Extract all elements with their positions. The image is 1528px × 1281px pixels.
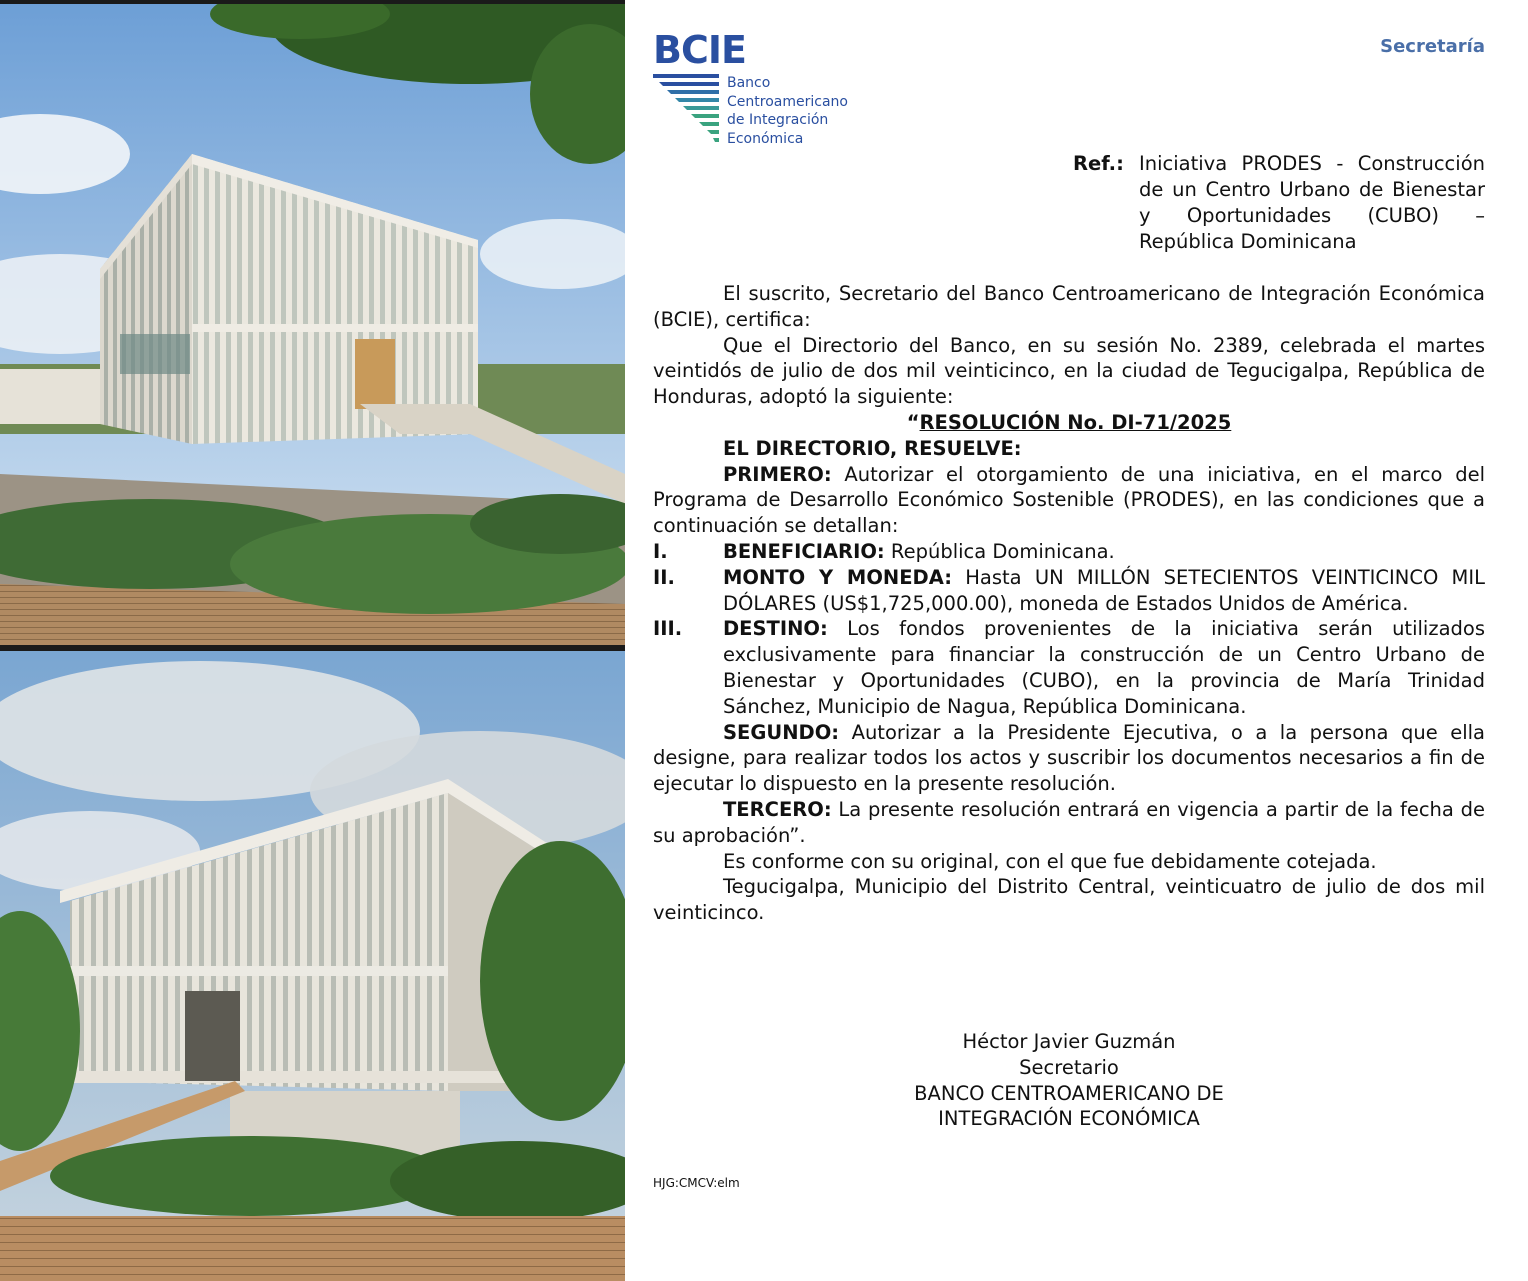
list-item: II. MONTO Y MONEDA: Hasta UN MILLÓN SETECIENTOS VEINTICINCO MIL DÓLARES (US$1,725,000.00), moneda de Estados Unidos de América. bbox=[653, 565, 1485, 615]
signer-org-line2: INTEGRACIÓN ECONÓMICA bbox=[938, 1107, 1200, 1131]
clause-text: Autorizar a la Presidente Ejecutiva, o a la persona que ella designe, para realizar todos los actos y suscribir los documentos necesarios a fin de ejecutar lo dispuesto en la presente resolución. bbox=[653, 720, 1485, 796]
paragraph-intro: El suscrito, Secretario del Banco Centroamericano de Integración Económica (BCIE), certifica: bbox=[653, 282, 1485, 331]
certificate-body bbox=[653, 281, 1485, 926]
list-item: I. BENEFICIARIO: República Dominicana. bbox=[653, 539, 1115, 563]
signature-block bbox=[653, 1029, 1485, 1132]
paragraph-date: Tegucigalpa, Municipio del Distrito Central, veinticuatro de julio de dos mil veinticinco. bbox=[653, 875, 1485, 925]
clause-text: La presente resolución entrará en vigencia a partir de la fecha de su aprobación”. bbox=[653, 797, 1485, 847]
signer-name: Héctor Javier Guzmán bbox=[962, 1030, 1176, 1053]
clause-text: Autorizar el otorgamiento de una iniciativa, en el marco del Programa de Desarrollo Económico Sostenible (PRODES), en las condiciones que a continuación se detallan: bbox=[653, 462, 1485, 538]
list-item: III. DESTINO: Los fondos provenientes de la iniciativa serán utilizados exclusivamente para financiar la construcción de un Centro Urbano de Bienestar y Oportunidades (CUBO), en la provincia de María Trinidad Sánchez, Municipio de Nagua, República Dominicana. bbox=[653, 617, 1485, 718]
logo-bank-name: Banco Centroamericano de Integración Económica bbox=[727, 75, 848, 147]
ref-label: Ref.: bbox=[1073, 152, 1124, 175]
clause-segundo bbox=[653, 720, 1485, 797]
photo-column bbox=[0, 0, 625, 1281]
bcie-logo bbox=[653, 30, 893, 150]
certificate-document bbox=[653, 0, 1485, 1281]
striped-map-icon bbox=[653, 74, 723, 146]
title-text: RESOLUCIÓN No. DI-71/2025 bbox=[919, 410, 1232, 434]
signer-role: Secretario bbox=[1019, 1055, 1119, 1079]
reference-initials: HJG:CMCV:elm bbox=[653, 1176, 740, 1190]
signer-org-line1: BANCO CENTROAMERICANO DE bbox=[914, 1081, 1224, 1105]
clause-primero bbox=[653, 462, 1485, 539]
logo-wordmark: BCIE bbox=[653, 28, 746, 72]
resolves-heading: EL DIRECTORIO, RESUELVE: bbox=[723, 436, 1022, 460]
paragraph-session: Que el Directorio del Banco, en su sesión No. 2389, celebrada el martes veintidós de julio de dos mil veinticinco, en la ciudad de Tegucigalpa, República de Honduras, adoptó la siguiente: bbox=[653, 333, 1485, 409]
paragraph-conformity: Es conforme con su original, con el que fue debidamente cotejada. bbox=[723, 849, 1377, 873]
clause-tercero bbox=[653, 797, 1485, 849]
section-label: Secretaría bbox=[1380, 36, 1485, 57]
clause-label: TERCERO: bbox=[723, 797, 832, 821]
title-quote: “ bbox=[906, 410, 920, 434]
resolution-title bbox=[653, 410, 1485, 436]
ref-text: Iniciativa PRODES - Construcción de un Centro Urbano de Bienestar y Oportunidades (CUBO) – República Dominicana bbox=[1139, 152, 1485, 253]
building-render-bottom bbox=[0, 651, 625, 1281]
clause-label: SEGUNDO: bbox=[723, 720, 840, 744]
clause-label: PRIMERO: bbox=[723, 462, 832, 486]
building-render-top bbox=[0, 4, 625, 645]
